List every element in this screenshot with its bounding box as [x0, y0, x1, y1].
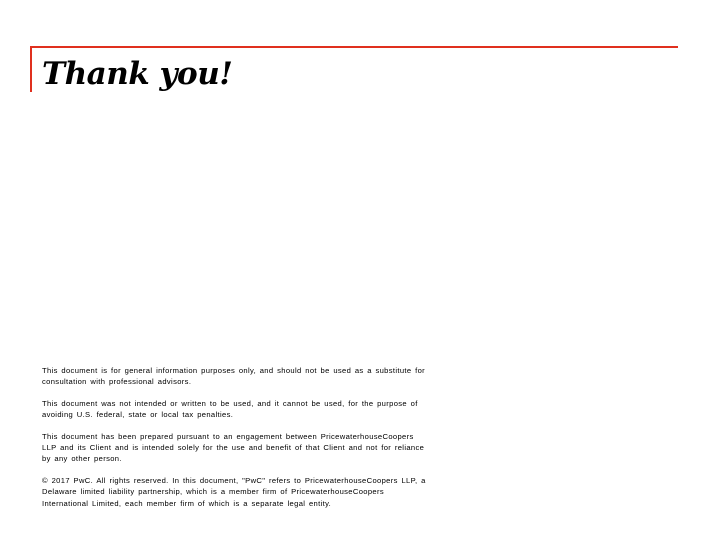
disclaimer-block [42, 365, 427, 519]
disclaimer-engagement: This document has been prepared pursuant to an engagement between PricewaterhouseCoopers LLP and its Client and is intended solely for the use and benefit of that Client and not for reliance by any other person. [42, 431, 425, 464]
title-accent-rule-horizontal [30, 46, 678, 48]
disclaimer-general-info: This document is for general information purposes only, and should not be used as a substitute for consultation with professional advisors. [42, 366, 426, 387]
slide-title: Thank you! [42, 56, 233, 92]
disclaimer-tax-penalties: This document was not intended or written to be used, and it cannot be used, for the purpose of avoiding U.S. federal, state or local tax penalties. [42, 398, 418, 420]
title-accent-rule-vertical [30, 46, 32, 92]
copyright-notice: © 2017 PwC. All rights reserved. In this document, "PwC" refers to PricewaterhouseCoopers LLP, a Delaware limited liability partnership, which is a member firm of PricewaterhouseCoopers International Limited, each member firm of which is a separate legal entity. [42, 475, 426, 508]
